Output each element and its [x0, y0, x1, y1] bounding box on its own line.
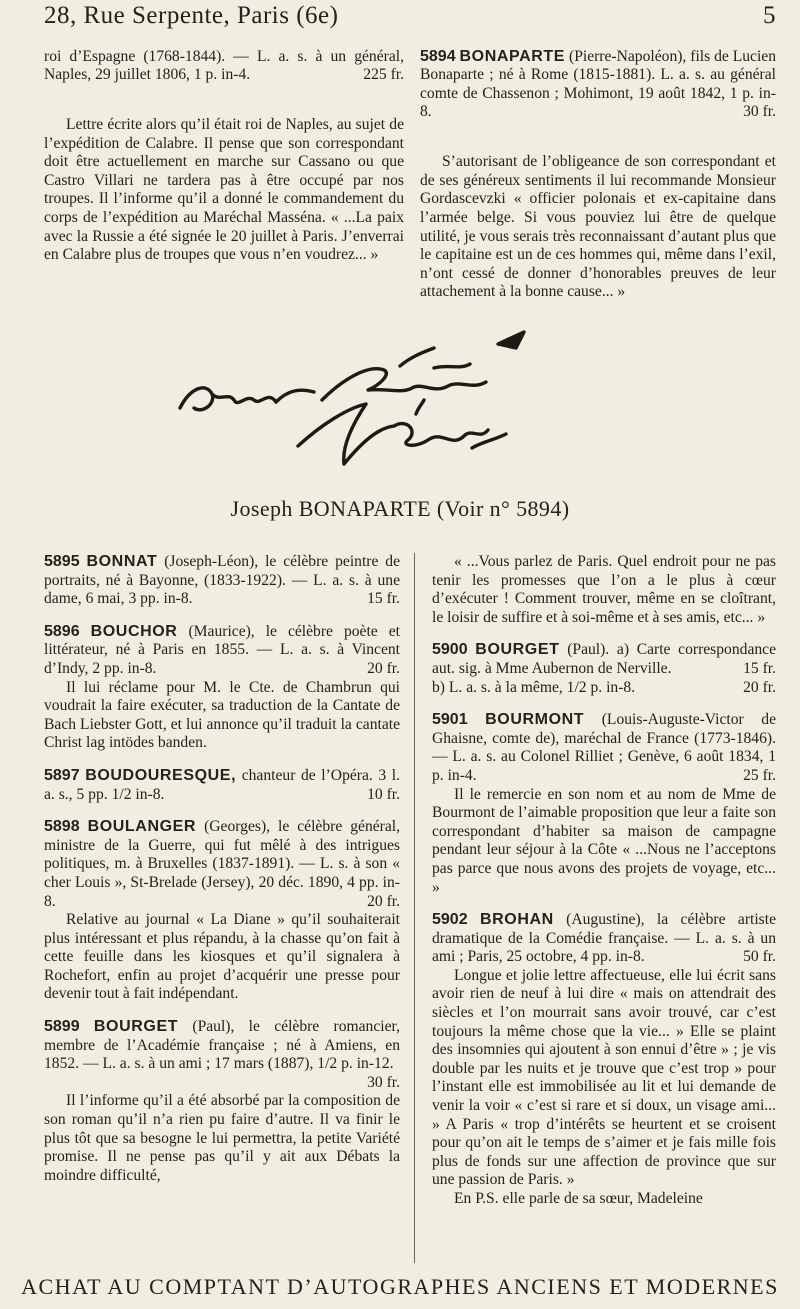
- entry-description: (Louis-Auguste-Victor de Ghaisne, comte de), maréchal de France (1773-1846). — L. a. s. au Colonel Rilliet ; Genève, 6 août 1834, 1 p. in-4.: [432, 711, 776, 784]
- entry-description: (Paul). a) Carte correspondance aut. sig. à Mme Aubernon de Nerville.: [432, 641, 777, 677]
- signature-caption: Joseph BONAPARTE (Voir n° 5894): [230, 496, 570, 521]
- entry-description: chanteur de l’Opéra. 3 l. a. s., 5 pp. 1/2 in-8.: [44, 766, 400, 803]
- entry-5894: [420, 32, 776, 318]
- entry-description: (Maurice), le célèbre poète et littérateur, né à Paris en 1855. — L. a. s. à Vincent d’Indy, 2 pp. in-8.: [44, 622, 400, 677]
- entry-name: BONAPARTE: [459, 47, 566, 65]
- entry-price: 10 fr.: [367, 785, 400, 803]
- right-column: [432, 553, 776, 1223]
- entry-5897: [44, 767, 400, 804]
- entry-price: 20 fr.: [367, 659, 400, 677]
- entry-number: 5895: [44, 553, 80, 570]
- entry-name: BOURMONT: [485, 711, 585, 729]
- entry-5896: [44, 623, 400, 753]
- entry-5899-continuation: [432, 553, 776, 627]
- joseph-bonaparte-signature-image: [172, 330, 532, 475]
- entry-5895: [44, 553, 400, 609]
- entry-description: roi d’Espagne (1768-1844). — L. a. s. à un général, Naples, 29 juillet 1806, 1 p. in-4.: [44, 47, 404, 84]
- entry-5898: [44, 818, 400, 1004]
- entry-description: (Pierre-Napoléon), fils de Lucien Bonaparte ; né à Rome (1815-1881). L. a. s. au général comte de Chassenon ; Mohimont, 19 août 1842, 1 p. in-8.: [420, 47, 777, 121]
- entry-price: 225 fr.: [363, 66, 404, 84]
- entry-number: 5896: [44, 622, 80, 640]
- entry-summary: Il l’informe qu’il a été absorbé par la composition de son roman qu’il n’a rien pu faire d’autre. Il va finir le plus tôt que sa besogne le lui permettra, la petite Variété promise. Il ne pense pas qu’il y ait aux Débats la moindre difficulté,: [44, 1092, 400, 1184]
- entry-name: BONNAT: [86, 553, 158, 570]
- entry-description: (Augustine), la célèbre artiste dramatique de la Comédie française. — L. a. s. à un ami ; Paris, 25 octobre, 4 pp. in-8.: [432, 911, 777, 966]
- entry-5902: [432, 911, 776, 1209]
- entry-price: 30 fr.: [367, 1073, 400, 1091]
- entry-number: 5898: [44, 818, 80, 836]
- entry-name: BOUCHOR: [90, 622, 178, 640]
- entry-number: 5902: [432, 911, 468, 929]
- entry-5901: [432, 711, 776, 897]
- entry-5893-continuation: [44, 32, 404, 280]
- entry-price: 50 fr.: [743, 948, 776, 966]
- entry-summary: S’autorisant de l’obligeance de son correspondant et de ses généreux sentiments il lui recommande Monsieur Gordascevzki « officier polonais et ex-capitaine dans l’armée belge. Si vous pouviez lui être de quelque utilité, je vous serais très reconnaissant d’autant plus que le capitaine est un de ces hommes qui, même dans l’exil, n’ont cessé de donner d’honorables preuves de leur attachement à la bonne cause... »: [420, 153, 776, 301]
- entry-price: 20 fr.: [367, 892, 400, 910]
- page-footer: ACHAT AU COMPTANT D’AUTOGRAPHES ANCIENS ET MODERNES: [21, 1274, 779, 1299]
- entry-5899: [44, 1018, 400, 1185]
- entry-number: 5897: [44, 766, 80, 784]
- entry-price: 15 fr.: [367, 590, 400, 608]
- entry-price-b: 20 fr.: [743, 678, 776, 696]
- entry-name: BOURGET: [475, 641, 560, 659]
- entry-name: BOUDOURESQUE,: [85, 766, 237, 784]
- column-divider: [414, 553, 415, 1263]
- page-number: 5: [763, 2, 776, 29]
- entry-summary: Il le remercie en son nom et au nom de Mme de Bourmont de l’aimable proposition que leur a faite son correspondant d’habiter sa maison de campagne pendant leur séjour à la Côte « ...Nous ne l’acceptons pas parce que nous avons des projets de voyage, etc... »: [432, 785, 776, 896]
- entry-name: BOULANGER: [87, 818, 197, 836]
- entry-number: 5894: [420, 47, 456, 65]
- left-column: [44, 553, 400, 1199]
- entry-5900: [432, 641, 776, 697]
- entry-number: 5899: [44, 1018, 80, 1036]
- entry-description: (Joseph-Léon), le célèbre peintre de portraits, né à Bayonne, (1833-1922). — L. a. s. à une dame, 6 mai, 3 pp. in-8.: [44, 553, 400, 608]
- entry-description-b: b) L. a. s. à la même, 1/2 p. in-8.: [432, 678, 636, 696]
- entry-summary: Longue et jolie lettre affectueuse, elle lui écrit sans avoir rien de neuf à lui dire « mais on attendrait des siècles et l’on mourrait sans avoir trouvé, car c’est toujours la même chose que la vie... » Elle se plaint des insomnies qui ajoutent à son ennui d’être » ; je vis double par les nuits et je trouve que c’est trop » pour l’instant elle est immobilisée au lit et lui demande de venir la voir « c’est si rare et si doux, un visage ami... » A Paris « trop d’intérêts se heurtent et se croisent pour qu’on ait le temps de s’aimer et je fais mille fois plus de fonds sur une affection de province que sur une passion de Paris. »: [432, 966, 776, 1189]
- entry-summary: Il lui réclame pour M. le Cte. de Chambrun qui voudrait la faire exécuter, sa traduction de la Cantate de Bach Liebster Gott, et lui annonce qu’il traduit la cantate Christ lag intödes banden.: [44, 678, 400, 752]
- entry-summary-tail: En P.S. elle parle de sa sœur, Madeleine: [454, 1190, 703, 1207]
- page-header-address: 28, Rue Serpente, Paris (6e): [44, 2, 339, 29]
- entry-summary: Lettre écrite alors qu’il était roi de Naples, au sujet de l’expédition de Calabre. Il pense que son correspondant doit être actuellement en marche sur Cassano ou que Castro Villari ne tardera pas à être occupé par nos troupes. Il l’informe qu’il a donné le commandement du corps de l’expédition au Maréchal Masséna. « ...La paix avec la Russie a été signée le 20 juillet à Paris. J’enverrai en Calabre plus de troupes que vous n’en voudrez... »: [44, 115, 404, 264]
- entry-price: 30 fr.: [743, 103, 776, 121]
- entry-summary: Relative au journal « La Diane » qu’il souhaiterait plus intéressant et plus répandu, à la chasse qu’on fait à cette feuille dans les kiosques et qu’il signalera à Rochefort, enfin au projet d’acquérir une presse pour devenir tout à fait indépendant.: [44, 911, 400, 1003]
- entry-description: (Paul), le célèbre romancier, membre de l’Académie française ; né à Amiens, en 1852. — L. a. s. à un ami ; 17 mars (1887), 1/2 p. in-12.: [44, 1018, 400, 1073]
- entry-name: BROHAN: [479, 911, 554, 929]
- entry-description: (Georges), le célèbre général, ministre de la Guerre, qui fut mêlé à des intrigues politiques, m. à Bruxelles (1837-1891). — L. s. à son « cher Louis », St-Brelade (Jersey), 20 déc. 1890, 4 pp. in-8.: [44, 818, 401, 910]
- entry-price: 15 fr.: [743, 659, 776, 677]
- entry-price: 25 fr.: [743, 766, 776, 784]
- entry-name: BOURGET: [93, 1018, 179, 1036]
- entry-number: 5901: [432, 711, 468, 729]
- entry-quote: « ...Vous parlez de Paris. Quel endroit pour ne pas tenir les promesses que l’on a le plus à cœur d’exécuter ! Comment trouver, même en se cloîtrant, le loisir de suffire et à soi-même et à ses amis, etc... »: [432, 553, 776, 626]
- entry-number: 5900: [432, 641, 468, 659]
